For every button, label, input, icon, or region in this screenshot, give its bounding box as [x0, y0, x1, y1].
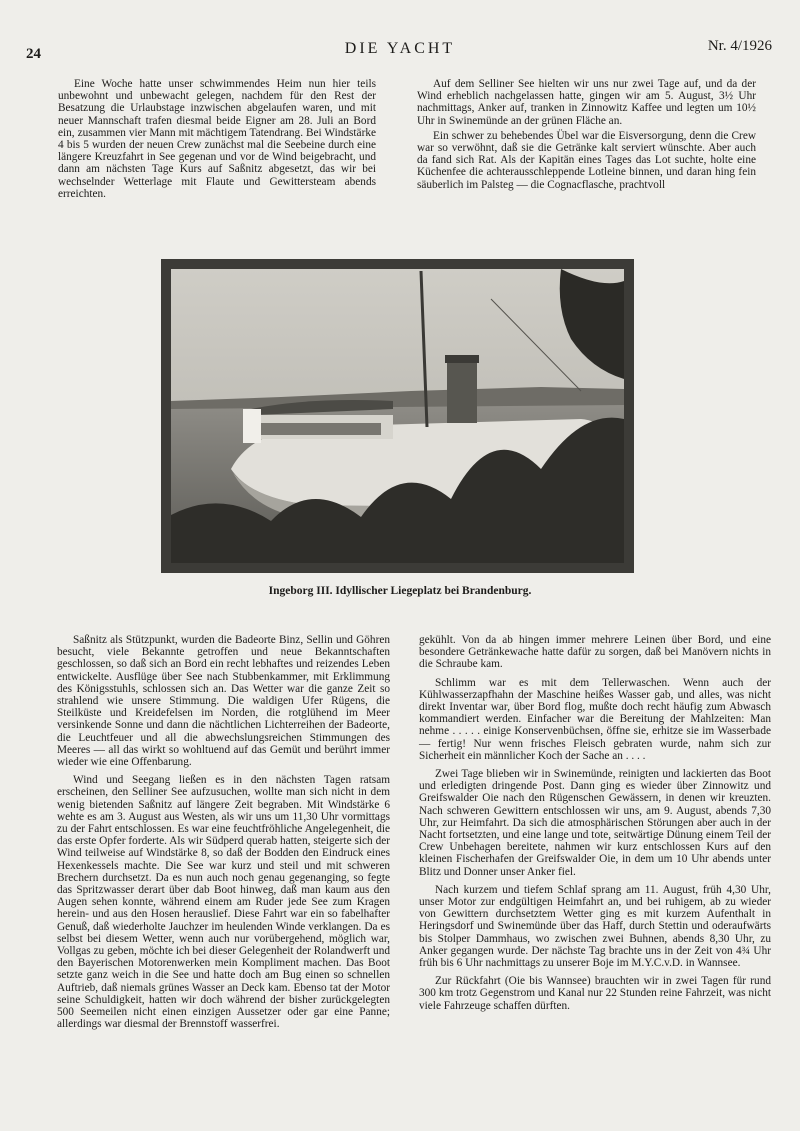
column-top-left: [58, 78, 376, 200]
paragraph: Zur Rückfahrt (Oie bis Wannsee) brauchten wir in zwei Tagen für rund 300 km trotz Gegenstrom und Kanal nur 22 Stunden reine Fahrzeit, was nicht viele Fahrzeuge schaffen dürften.: [419, 975, 771, 1012]
issue-number: Nr. 4/1926: [707, 38, 772, 54]
photo-caption: Ingeborg III. Idyllischer Liegeplatz bei Brandenburg.: [268, 585, 532, 597]
column-bottom-left: [57, 634, 390, 1031]
paragraph: Wind und Seegang ließen es in den nächsten Tagen ratsam erscheinen, den Selliner See aufzusuchen, wollte man sich nicht in dem wenig bietenden Saßnitz auf längere Zeit begraben. Mit Windstärke 6 wehte es am 3. August aus Westen, als wir uns um 11,30 Uhr vormittags zu der Fahrt entschlossen. Es war eine feuchtfröhliche Angelegenheit, die das erste Opfer forderte. Als wir Südperd querab hatten, steigerte sich der Wind teilweise auf Windstärke 8, so daß der Bodden den Eindruck eines Hexenkessels machte. Die See war kurz und steil und mit schweren Brechern durchsetzt. Da es nun auch noch genau gegenanging, so fegte das Spritzwasser derart über dab Boot hinweg, daß man kaum aus den Augen sehen konnte, während einem am Ruder jede See zum Kragen herein- und aus den Hosen herauslief. Diese Fahrt war ein so fabelhafter Genuß, daß wiederholte Jauchzer im heulenden Winde verklangen. Da es selbst bei diesem Wetter, wenn auch nur vorübergehend, möglich war, Vollgas zu geben, möchte ich bei dieser Gelegenheit der Rolandwerft und den Bayerischen Motorenwerken mein Kompliment machen. Das Boot setzte ganz weich in die See und hatte doch am Bug einen so schnellen Auftrieb, daß niemals grünes Wasser an Deck kam. Ebenso tat der Motor seine Schuldigkeit, hatten wir doch während der bisher zurückgelegten 500 Seemeilen nicht einen einzigen Aussetzer oder gar eine Panne; allerdings war diesmal der Brennstoff wasserfrei.: [57, 774, 390, 1031]
yacht-illustration: [161, 259, 634, 573]
column-top-right: [417, 78, 756, 191]
paragraph: Nach kurzem und tiefem Schlaf sprang am 11. August, früh 4,30 Uhr, unser Motor zur endgültigen Heimfahrt an, und bei ruhigem, ab zu wieder von Gewittern durchsetztem Wetter ging es mit kurzem Aufenthalt in Heringsdorf und Swinemünde über das Haff, durch Stettin und oderaufwärts bis Stolper Dammhaus, wo zwischen zwei Buhnen, abends 8,30 Uhr, zu Anker gegangen wurde. Der nächste Tag brachte uns in der Zeit von 4¾ Uhr früh bis 6 Uhr nachmittags zu unserer Boje im M.Y.C.v.D. in Wannsee.: [419, 883, 771, 970]
column-bottom-right: [419, 634, 771, 1012]
page-number: 24: [26, 46, 41, 62]
paragraph: Saßnitz als Stützpunkt, wurden die Badeorte Binz, Sellin und Göhren besucht, viele Bekannte getroffen und neue Bekanntschaften geschlossen, so daß sich an Bord ein recht lebhaftes und reizendes Leben entwickelte. Ausflüge über See nach Stubbenkammer, mit Erklimmung des Königsstuhls, schlossen sich an. Das Wetter war die ganze Zeit so strahlend wie unsere Stimmung. Die waldigen Ufer Rügens, die Steilküste und Kreidefelsen im Norden, die rotglühend im Meer versinkende Sonne und dann die nächtlichen Lichterreihen der Badeorte, die Leuchtfeuer und all die abwechslungsreichen Stimmungen des Meeres — all das wirkt so wohltuend auf das Gemüt und berührt immer wieder wie eine Offenbarung.: [57, 634, 390, 769]
magazine-title: DIE YACHT: [344, 40, 456, 57]
page-header: [0, 38, 800, 62]
yacht-photo: [161, 259, 634, 573]
paragraph: Zwei Tage blieben wir in Swinemünde, reinigten und lackierten das Boot und erledigten dringende Post. Dann ging es wieder über Zinnowitz und Greifswalder Oie nach den Rügenschen Gewässern, in denen wir kreuzten. Nach schweren Gewittern entschlossen wir uns, am 9. August, abends 7,30 Uhr, zur Heimfahrt. Da sich die atmosphärischen Störungen aber auch in der Nacht fortsetzten, und eine lange und tote, seitwärtige Dünung einem Teil der Crew Unbehagen bereitete, nahmen wir kurz entschlossen Kurs auf den kleinen Fischerhafen der Greifswalder Oie, in dem um 10 Uhr abends unter Blitz und Donner unser Anker fiel.: [419, 768, 771, 878]
paragraph: Ein schwer zu behebendes Übel war die Eisversorgung, denn die Crew war so verwöhnt, daß sie die Getränke kalt serviert wünschte. Aber auch da fand sich Rat. Als der Kapitän eines Tages das Lot suchte, holte eine Küchenfee die achterausschleppende Lotleine binnen, und daran hing fein säuberlich im Palsteg — die Cognacflasche, prachtvoll: [417, 129, 756, 191]
paragraph: Schlimm war es mit dem Tellerwaschen. Wenn auch der Kühlwasserzapfhahn der Maschine heißes Wasser gab, und alles, was nicht direkt Inventar war, über Bord flog, mußte doch recht häufig zum Abwasch kommandiert werden. Einfacher war die Bereitung der Mahlzeiten: Man nehme . . . . . einige Konservenbüchsen, öffne sie, erhitze sie im Wasserbade — fertig! Nur wenn frisches Fleisch gebraten wurde, nahm sich zur Sicherheit ein männlicher Koch der Sache an . . . .: [419, 676, 771, 762]
paragraph: Eine Woche hatte unser schwimmendes Heim nun hier teils unbewohnt und unbewacht gelegen, nachdem für den Rest der Besatzung die Urlaubstage inzwischen abgelaufen waren, und mit neuer Mannschaft trafen diesmal beide Eigner am 28. Juli an Bord ein, zusammen vier Mann mit mächtigem Tatendrang. Bei Windstärke 4 bis 5 wurden der neuen Crew zunächst mal die Seebeine durch eine längere Kreuzfahrt in See gegenan und vor de Wind beigebracht, und dann am nächsten Tage Kurs auf Saßnitz abgesetzt, das wir bei wechselnder Wetterlage mit Flaute und Gewittersteam abends erreichten.: [58, 78, 376, 200]
paragraph: gekühlt. Von da ab hingen immer mehrere Leinen über Bord, und eine besondere Getränkewache hatte dafür zu sorgen, daß bei Manövern nichts in die Schraube kam.: [419, 634, 771, 671]
paragraph: Auf dem Selliner See hielten wir uns nur zwei Tage auf, und da der Wind erheblich nachgelassen hatte, gingen wir am 5. August, 3½ Uhr nachmittags, Anker auf, tranken in Zinnowitz Kaffee und legten um 10½ Uhr in Swinemünde an der grünen Fläche an.: [417, 78, 756, 127]
